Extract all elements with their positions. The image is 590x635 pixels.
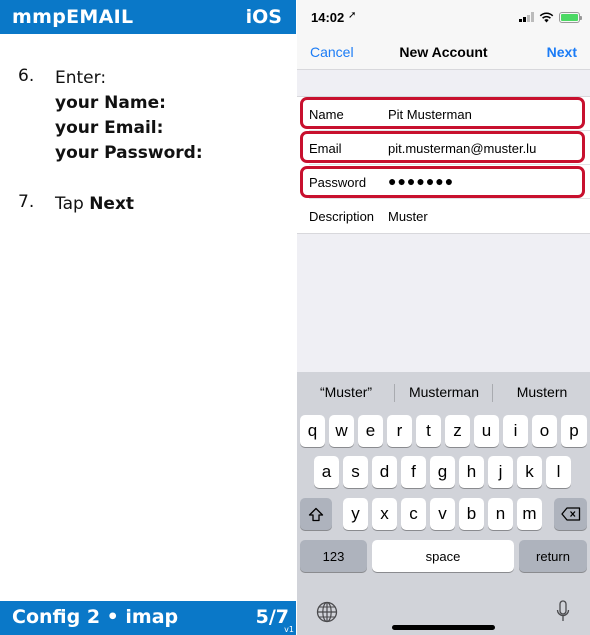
key-s[interactable]: s	[343, 456, 368, 488]
status-time: 14:02	[311, 10, 345, 25]
email-highlight-outline	[300, 131, 585, 163]
key-w[interactable]: w	[329, 415, 354, 447]
keyboard	[297, 372, 590, 635]
step-body	[55, 192, 134, 217]
globe-icon[interactable]	[316, 601, 338, 623]
numbers-key[interactable]: 123	[300, 540, 367, 572]
key-t[interactable]: t	[416, 415, 441, 447]
config-label: Config 2 • imap	[12, 606, 179, 628]
step-intro: Enter:	[55, 68, 107, 88]
key-i[interactable]: i	[503, 415, 528, 447]
key-o[interactable]: o	[532, 415, 557, 447]
key-c[interactable]: c	[401, 498, 426, 530]
page-indicator: 5/7	[255, 606, 289, 628]
shift-icon	[308, 507, 324, 522]
key-u[interactable]: u	[474, 415, 499, 447]
field-label: Description	[309, 209, 375, 224]
home-indicator[interactable]	[392, 625, 495, 630]
key-p[interactable]: p	[561, 415, 587, 447]
page-title: New Account	[399, 44, 488, 60]
key-e[interactable]: e	[358, 415, 383, 447]
guide-footer	[0, 601, 296, 635]
key-q[interactable]: q	[300, 415, 325, 447]
step-line-password: your Password:	[55, 143, 203, 163]
battery-icon	[559, 12, 580, 23]
description-input[interactable]: Muster	[388, 209, 428, 224]
backspace-key[interactable]	[554, 498, 587, 530]
microphone-icon[interactable]	[556, 600, 570, 624]
space-key[interactable]: space	[372, 540, 514, 572]
suggestion-bar	[297, 372, 590, 412]
name-input[interactable]: Pit Musterman	[388, 107, 472, 122]
key-g[interactable]: g	[430, 456, 455, 488]
shift-key[interactable]	[300, 498, 332, 530]
key-v[interactable]: v	[430, 498, 455, 530]
key-x[interactable]: x	[372, 498, 397, 530]
step-line-name: your Name:	[55, 93, 166, 113]
suggestion-2[interactable]: Musterman	[408, 384, 480, 400]
backspace-icon	[561, 507, 581, 521]
key-l[interactable]: l	[546, 456, 571, 488]
wifi-icon	[539, 12, 554, 23]
field-label: Password	[309, 175, 367, 190]
platform-label: iOS	[245, 6, 282, 28]
key-y[interactable]: y	[343, 498, 368, 530]
field-label: Name	[309, 107, 344, 122]
key-m[interactable]: m	[517, 498, 542, 530]
step-prefix: Tap	[55, 194, 90, 214]
phone-screen	[297, 0, 590, 635]
field-label: Email	[309, 141, 342, 156]
email-input[interactable]: pit.musterman@muster.lu	[388, 141, 537, 156]
key-d[interactable]: d	[372, 456, 397, 488]
key-j[interactable]: j	[488, 456, 513, 488]
key-r[interactable]: r	[387, 415, 412, 447]
password-input[interactable]: ●●●●●●●	[388, 173, 455, 189]
next-button[interactable]: Next	[546, 44, 577, 60]
key-k[interactable]: k	[517, 456, 542, 488]
key-b[interactable]: b	[459, 498, 484, 530]
guide-header	[0, 0, 296, 34]
key-f[interactable]: f	[401, 456, 426, 488]
location-icon: ➚	[348, 10, 357, 21]
status-bar	[297, 0, 590, 34]
step-body	[55, 66, 203, 166]
suggestion-3[interactable]: Mustern	[516, 384, 568, 400]
navigation-bar	[297, 34, 590, 70]
step-line-email: your Email:	[55, 118, 164, 138]
step-number: 7.	[18, 192, 35, 212]
password-highlight-outline	[300, 166, 585, 198]
status-icons	[519, 11, 580, 23]
step-number: 6.	[18, 66, 35, 86]
return-key[interactable]: return	[519, 540, 587, 572]
cancel-button[interactable]: Cancel	[310, 44, 354, 60]
version-label: v1	[284, 625, 294, 634]
key-h[interactable]: h	[459, 456, 484, 488]
step-bold-word: Next	[89, 194, 135, 214]
key-a[interactable]: a	[314, 456, 339, 488]
name-highlight-outline	[300, 97, 585, 129]
key-z[interactable]: z	[445, 415, 470, 447]
signal-icon	[519, 12, 534, 22]
brand-title: mmpEMAIL	[12, 6, 134, 28]
key-n[interactable]: n	[488, 498, 513, 530]
description-field[interactable]	[297, 199, 590, 233]
suggestion-1[interactable]: “Muster”	[319, 384, 373, 400]
